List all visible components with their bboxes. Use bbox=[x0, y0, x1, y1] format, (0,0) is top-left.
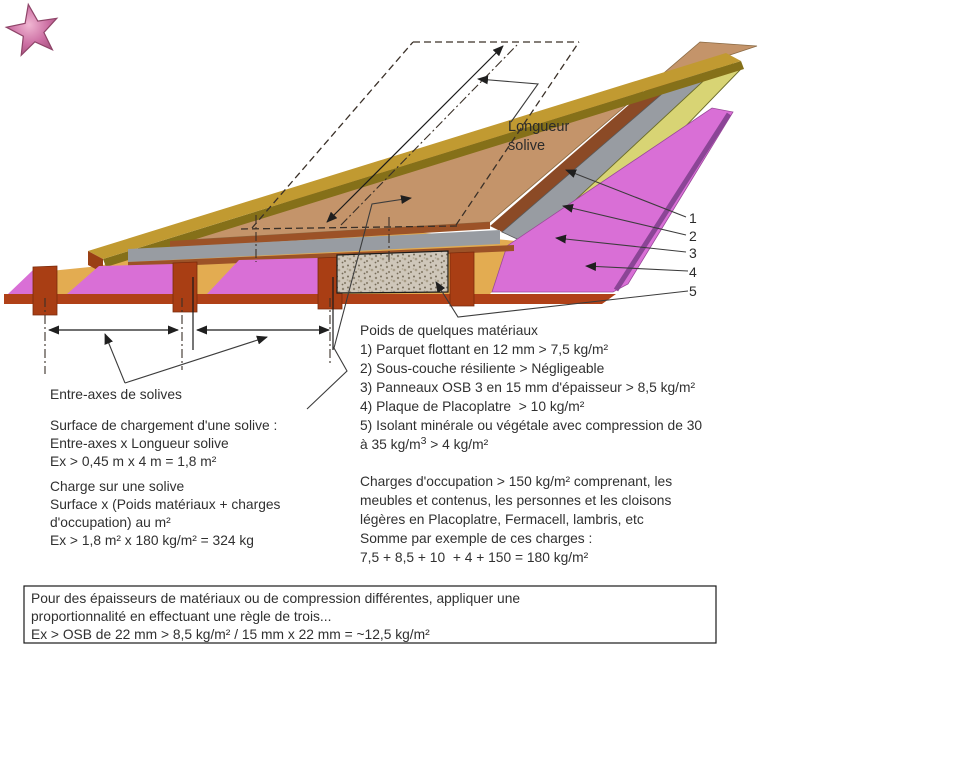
charges-line5: 7,5 + 8,5 + 10 + 4 + 150 = 180 kg/m² bbox=[360, 550, 589, 565]
joist-1 bbox=[33, 266, 57, 315]
charges-line2: meubles et contenus, les personnes et les cloisons bbox=[360, 493, 672, 508]
rule-box-line2: proportionnalité en effectuant une règle de trois... bbox=[31, 609, 332, 624]
charges-line3: légères en Placoplatre, Fermacell, lambris, etc bbox=[360, 512, 644, 527]
charge-block-line3: d'occupation) au m² bbox=[50, 515, 171, 530]
rule-box-line3: Ex > OSB de 22 mm > 8,5 kg/m² / 15 mm x 22 mm = ~12,5 kg/m² bbox=[31, 627, 430, 642]
materials-item2: 2) Sous-couche résiliente > Négligeable bbox=[360, 361, 605, 376]
materials-item1: 1) Parquet flottant en 12 mm > 7,5 kg/m² bbox=[360, 342, 609, 357]
layer-number-4: 4 bbox=[689, 264, 697, 280]
longueur-solive-label-line2: solive bbox=[508, 138, 546, 154]
materials-item4: 4) Plaque de Placoplatre > 10 kg/m² bbox=[360, 399, 585, 414]
surface-block-line3: Ex > 0,45 m x 4 m = 1,8 m² bbox=[50, 454, 217, 469]
charge-block-line2: Surface x (Poids matériaux + charges bbox=[50, 497, 281, 512]
entre-axes-leader-left bbox=[105, 334, 125, 383]
surface-block-line1: Surface de chargement d'une solive : bbox=[50, 418, 278, 433]
rule-box-line1: Pour des épaisseurs de matériaux ou de compression différentes, appliquer une bbox=[31, 591, 521, 606]
layer-number-5: 5 bbox=[689, 283, 697, 299]
charge-block-line4: Ex > 1,8 m² x 180 kg/m² = 324 kg bbox=[50, 533, 254, 548]
materials-item5: 5) Isolant minérale ou végétale avec compression de 30 bbox=[360, 418, 703, 433]
star-icon bbox=[6, 4, 57, 55]
layer-number-1: 1 bbox=[689, 210, 697, 226]
layer-number-3: 3 bbox=[689, 245, 697, 261]
materials-title: Poids de quelques matériaux bbox=[360, 323, 538, 338]
longueur-solive-label-line1: Longueur bbox=[508, 119, 570, 135]
entre-axes-leader-right bbox=[125, 337, 267, 383]
bottom-plate-strip bbox=[4, 294, 616, 304]
charges-line4: Somme par exemple de ces charges : bbox=[360, 531, 593, 546]
surface-block-line2: Entre-axes x Longueur solive bbox=[50, 436, 229, 451]
joist-4 bbox=[450, 252, 474, 306]
materials-item5-line2: à 35 $kg/m^3 > 4$ kg/m² bbox=[360, 435, 489, 452]
layer-number-2: 2 bbox=[689, 228, 697, 244]
charges-line1: Charges d'occupation > 150 kg/m² comprenant, les bbox=[360, 474, 673, 489]
charge-block-line1: Charge sur une solive bbox=[50, 479, 185, 494]
materials-item3: 3) Panneaux OSB 3 en 15 mm d'épaisseur > 8,5 kg/m² bbox=[360, 380, 696, 395]
insulation-bay-left-wedge bbox=[8, 270, 33, 294]
entre-axes-label: Entre-axes de solives bbox=[50, 387, 182, 402]
